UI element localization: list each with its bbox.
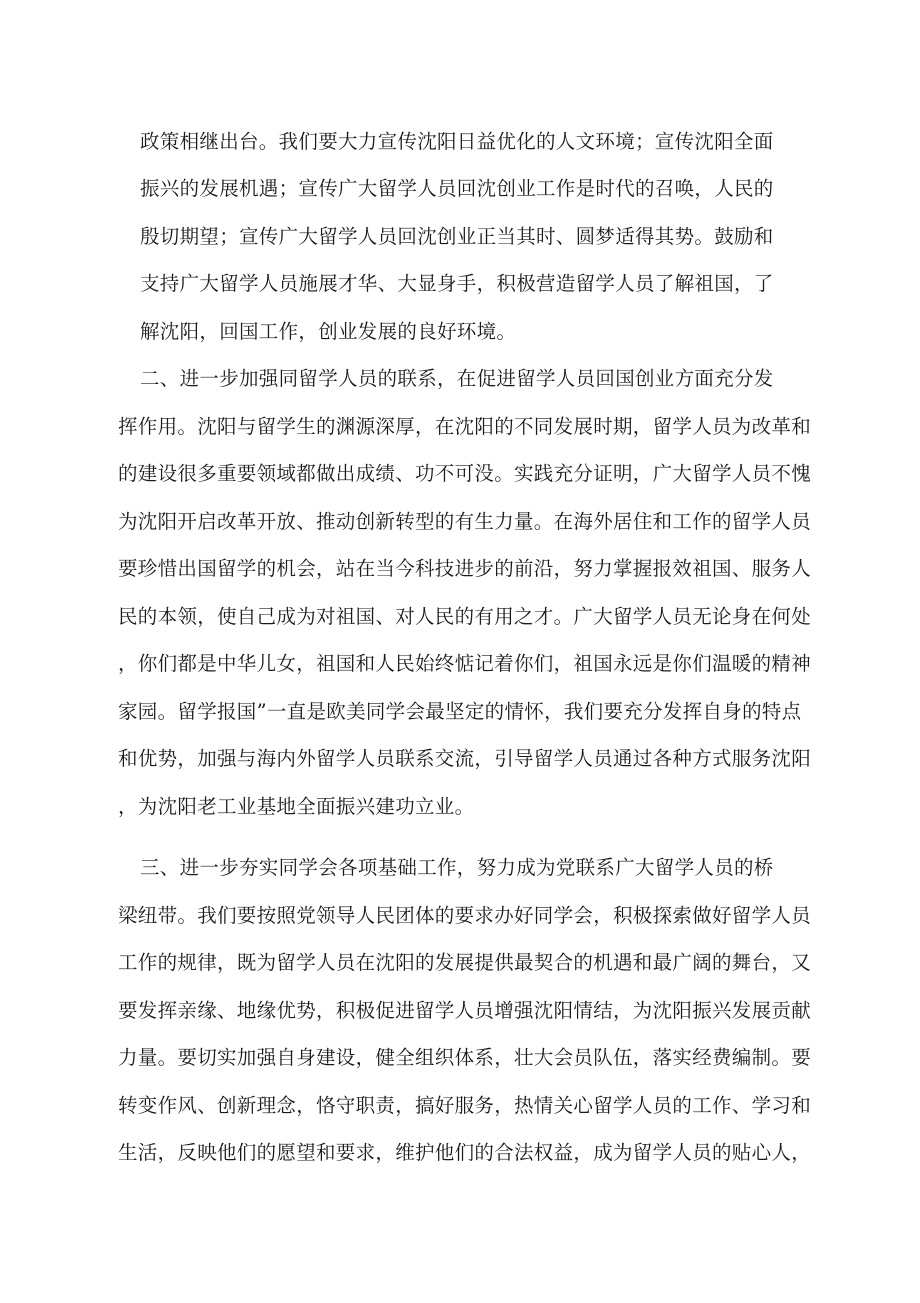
text-line-11: 民的本领，使自己成为对祖国、对人民的有用之才。广大留学人员无论身在何处 xyxy=(118,605,812,628)
text-line-21: 转变作风、创新理念，恪守职责，搞好服务，热情关心留学人员的工作、学习和 xyxy=(118,1094,812,1117)
text-line-7: 挥作用。沈阳与留学生的渊源深厚，在沈阳的不同发展时期，留学人员为改革和 xyxy=(118,415,812,438)
text-line-4: 支持广大留学人员施展才华、大显身手，积极营造留学人员了解祖国，了 xyxy=(140,272,774,295)
text-line-22: 生活，反映他们的愿望和要求，维护他们的合法权益，成为留学人员的贴心人， xyxy=(118,1141,812,1164)
text-line-3: 殷切期望；宣传广大留学人员回沈创业正当其时、圆梦适得其势。鼓励和 xyxy=(140,225,774,248)
text-line-12: ，你们都是中华儿女，祖国和人民始终惦记着你们，祖国永远是你们温暖的精神 xyxy=(118,652,812,675)
text-line-5: 解沈阳，回国工作，创业发展的良好环境。 xyxy=(140,320,517,343)
text-line-14: 和优势，加强与海内外留学人员联系交流，引导留学人员通过各种方式服务沈阳 xyxy=(118,747,812,770)
text-line-15: ，为沈阳老工业基地全面振兴建功立业。 xyxy=(118,795,475,818)
text-line-10: 要珍惜出国留学的机会，站在当今科技进步的前沿，努力掌握报效祖国、服务人 xyxy=(118,557,812,580)
text-line-1: 政策相继出台。我们要大力宣传沈阳日益优化的人文环境；宣传沈阳全面 xyxy=(140,130,774,153)
text-line-18: 工作的规律，既为留学人员在沈阳的发展提供最契合的机遇和最广阔的舞台，又 xyxy=(118,951,812,974)
text-line-2: 振兴的发展机遇；宣传广大留学人员回沈创业工作是时代的召唤，人民的 xyxy=(140,177,774,200)
text-line-13: 家园。留学报国”一直是欧美同学会最坚定的情怀，我们要充分发挥自身的特点 xyxy=(118,700,802,723)
text-line-8: 的建设很多重要领域都做出成绩、功不可没。实践充分证明，广大留学人员不愧 xyxy=(118,462,812,485)
paragraph-3-first-line: 三、进一步夯实同学会各项基础工作，努力成为党联系广大留学人员的桥 xyxy=(140,856,774,879)
text-line-17: 梁纽带。我们要按照党领导人民团体的要求办好同学会，积极探索做好留学人员 xyxy=(118,904,812,927)
text-line-20: 力量。要切实加强自身建设，健全组织体系，壮大会员队伍，落实经费编制。要 xyxy=(118,1046,812,1069)
paragraph-2-first-line: 二、进一步加强同留学人员的联系，在促进留学人员回国创业方面充分发 xyxy=(140,367,774,390)
text-line-19: 要发挥亲缘、地缘优势，积极促进留学人员增强沈阳情结，为沈阳振兴发展贡献 xyxy=(118,999,812,1022)
text-line-9: 为沈阳开启改革开放、推动创新转型的有生力量。在海外居住和工作的留学人员 xyxy=(118,510,812,533)
